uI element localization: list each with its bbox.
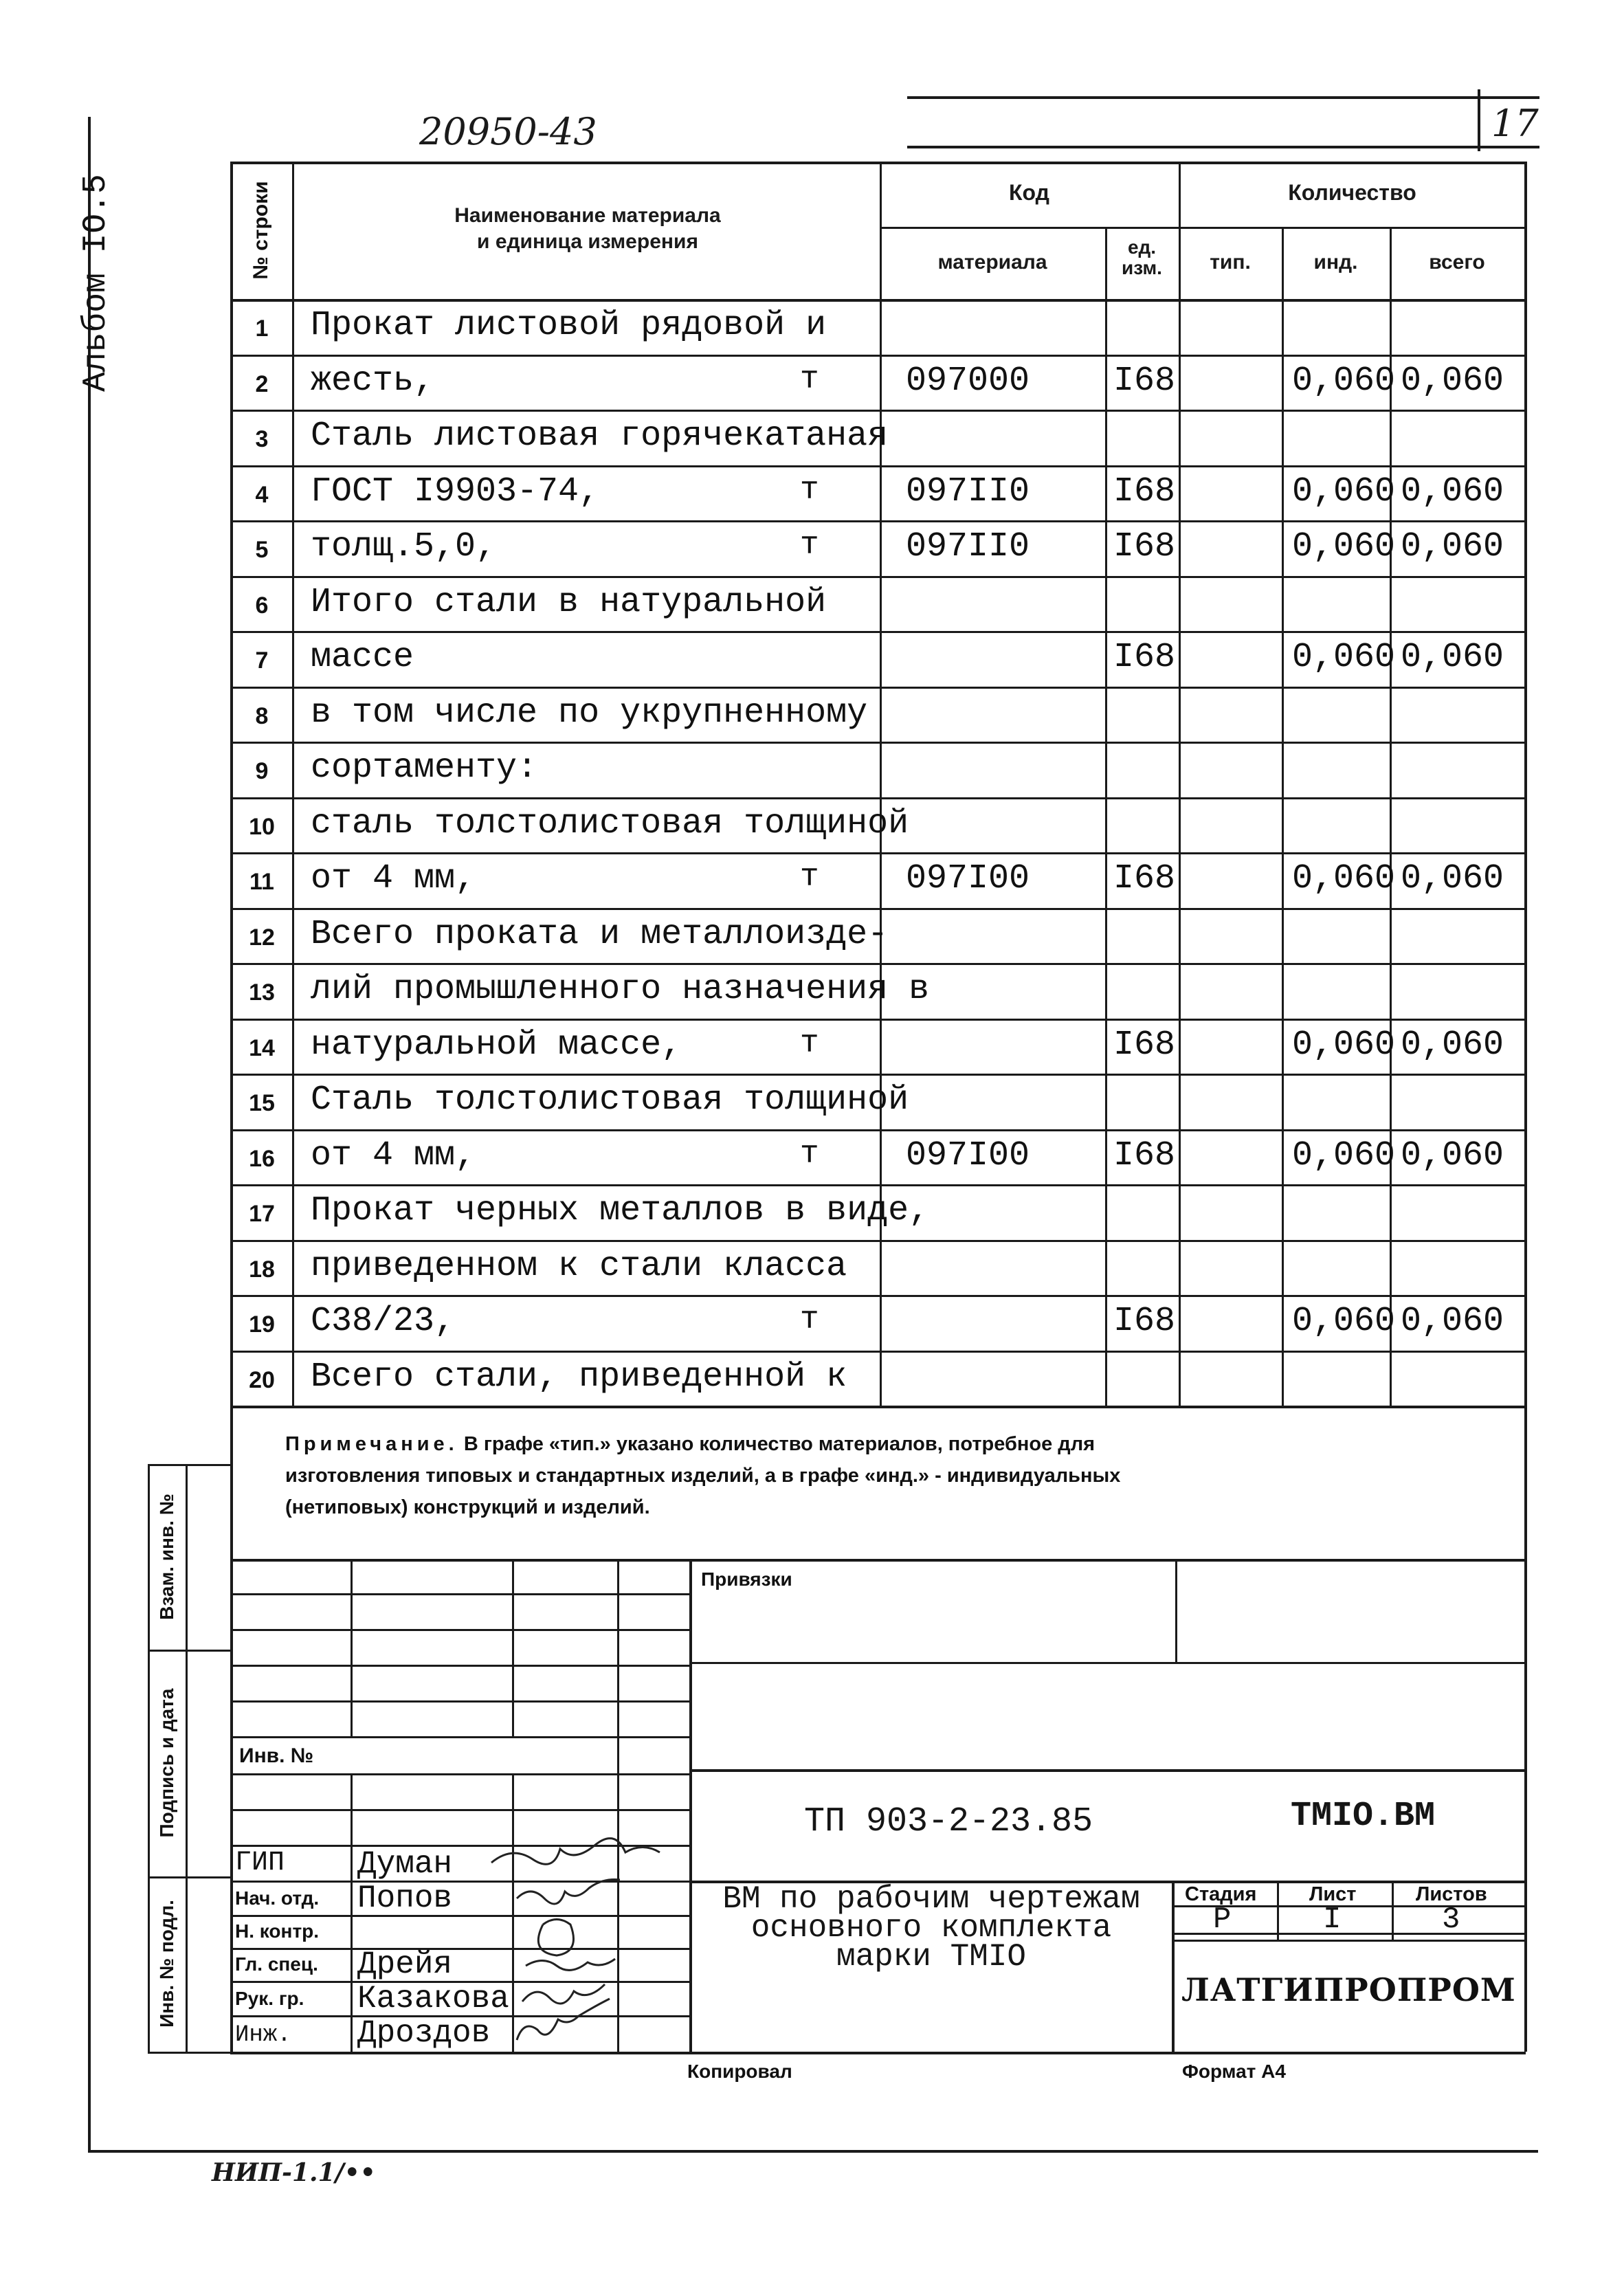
row-number: 5 (255, 537, 269, 563)
row-qty-total: 0,060 (1401, 1135, 1504, 1175)
row-unit: т (800, 1302, 819, 1338)
row-material-code: 097I00 (906, 1135, 1030, 1175)
header-ind: инд. (1313, 251, 1358, 274)
row-description: Сталь толстолистовая толщиной (311, 1080, 909, 1120)
row-material-code: 097II0 (906, 527, 1030, 566)
doc-title-line1: ВМ по рабочим чертежам (722, 1881, 1140, 1917)
row-qty-total: 0,060 (1401, 638, 1504, 677)
row-description: от 4 мм, (311, 1135, 476, 1175)
sheets-label: Листов (1416, 1883, 1487, 1905)
signer-role: Инж. (235, 2022, 291, 2048)
row-number: 4 (255, 481, 269, 508)
header-quantity: Количество (1288, 180, 1416, 205)
row-description: Всего стали, приведенной к (311, 1357, 847, 1397)
row-number: 20 (249, 1366, 275, 1393)
row-description: ГОСТ I9903-74, (311, 472, 600, 511)
note-line1: В графе «тип.» указано количество материалов, потребное для (463, 1433, 1095, 1455)
row-qty-ind: 0,060 (1292, 1025, 1396, 1065)
row-description: Прокат черных металлов в виде, (311, 1191, 930, 1230)
side-inv-podl: Инв. № подл. (156, 1900, 177, 2028)
row-description: в том числе по укрупненному (311, 693, 868, 733)
row-number: 10 (249, 813, 275, 840)
row-material-code: 097000 (906, 361, 1030, 401)
sheet-label: Лист (1309, 1883, 1357, 1905)
row-description: толщ.5,0, (311, 527, 497, 566)
signer-name: Дроздов (357, 2015, 491, 2051)
header-code: Код (1009, 180, 1049, 205)
row-qty-total: 0,060 (1401, 361, 1504, 401)
row-number: 12 (249, 924, 275, 951)
row-unit: т (800, 472, 819, 508)
row-description: от 4 мм, (311, 859, 476, 898)
header-total: всего (1429, 251, 1485, 274)
row-description: приведенном к стали класса (311, 1246, 847, 1286)
note-title: Примечание. (285, 1433, 458, 1455)
row-number: 6 (255, 592, 269, 619)
row-number: 3 (255, 426, 269, 452)
row-number: 2 (255, 370, 269, 397)
header-material: материала (937, 251, 1047, 274)
doc-code: ТП 903-2-23.85 (804, 1802, 1093, 1841)
signature-drozdov (517, 1999, 610, 2040)
doc-title-line2: основного комплекта (750, 1910, 1112, 1946)
signer-name: Попов (357, 1881, 453, 1916)
header-name: Наименование материала и единица измерения (454, 204, 721, 253)
row-qty-total: 0,060 (1401, 859, 1504, 898)
row-number: 17 (249, 1201, 275, 1227)
row-unit-code: I68 (1113, 859, 1176, 898)
row-number: 11 (249, 869, 274, 895)
signer-name: Казакова (357, 1981, 509, 2017)
note-line3: (нетиповых) конструкций и изделий. (285, 1496, 650, 1518)
row-qty-ind: 0,060 (1292, 859, 1396, 898)
row-number: 14 (249, 1034, 275, 1061)
row-unit-code: I68 (1113, 527, 1176, 566)
signature-ncontr (538, 1920, 573, 1956)
doc-number-handwritten: 20950-43 (419, 110, 597, 153)
row-qty-ind: 0,060 (1292, 472, 1396, 511)
copied-label: Копировал (687, 2061, 792, 2082)
row-description: жесть, (311, 361, 435, 401)
row-material-code: 097I00 (906, 859, 1030, 898)
row-description: Итого стали в натуральной (311, 582, 827, 622)
row-description: лий промышленного назначения в (311, 970, 930, 1009)
stage-value: Р (1213, 1903, 1232, 1937)
signature-popov (517, 1880, 620, 1905)
signer-role: Гл. спец. (235, 1953, 318, 1975)
row-unit: т (800, 361, 819, 397)
row-qty-total: 0,060 (1401, 1025, 1504, 1065)
row-qty-ind: 0,060 (1292, 1135, 1396, 1175)
row-number: 7 (255, 647, 269, 674)
signer-role: Нач. отд. (235, 1887, 320, 1909)
row-number: 13 (249, 979, 275, 1006)
row-unit-code: I68 (1113, 472, 1176, 511)
row-material-code: 097II0 (906, 472, 1030, 511)
sheet-number-handwritten: 17 (1491, 102, 1539, 145)
row-qty-total: 0,060 (1401, 1302, 1504, 1341)
row-qty-total: 0,060 (1401, 472, 1504, 511)
signer-role: Рук. гр. (235, 1988, 304, 2009)
row-number: 15 (249, 1090, 275, 1116)
row-qty-ind: 0,060 (1292, 527, 1396, 566)
row-unit: т (800, 1135, 819, 1172)
row-number: 8 (255, 702, 269, 729)
header-row-number: № строки (249, 181, 272, 280)
inv-no-label: Инв. № (239, 1744, 314, 1767)
row-number: 18 (249, 1256, 275, 1283)
row-unit-code: I68 (1113, 1135, 1176, 1175)
row-qty-total: 0,060 (1401, 527, 1504, 566)
header-unit: ед. изм. (1122, 236, 1162, 278)
row-qty-ind: 0,060 (1292, 361, 1396, 401)
stage-label: Стадия (1185, 1883, 1257, 1905)
signature-duman (491, 1839, 660, 1865)
privyazki-label: Привязки (701, 1568, 792, 1590)
row-unit-code: I68 (1113, 361, 1176, 401)
row-description: Прокат листовой рядовой и (311, 306, 827, 345)
album-label: Альбом IO.5 (78, 174, 115, 392)
doc-mark: ТМIO.ВМ (1291, 1797, 1436, 1836)
signer-role: ГИП (235, 1848, 285, 1878)
header-typ: тип. (1210, 251, 1251, 274)
signature-kazakova (522, 1984, 605, 2004)
row-qty-ind: 0,060 (1292, 638, 1396, 677)
row-description: Всего проката и металлоизде- (311, 914, 889, 954)
row-number: 1 (255, 315, 269, 342)
note (285, 1428, 1515, 1523)
row-description: сталь толстолистовая толщиной (311, 803, 909, 843)
doc-title (694, 1881, 1168, 1975)
side-podpis-data: Подпись и дата (156, 1688, 177, 1838)
row-description: С38/23, (311, 1302, 456, 1341)
signature-dreyia (526, 1959, 615, 1970)
sheets-value: 3 (1442, 1903, 1460, 1937)
signer-role: Н. контр. (235, 1920, 320, 1942)
row-unit-code: I68 (1113, 1302, 1176, 1341)
signer-name: Дрейя (357, 1947, 453, 1982)
row-description: натуральной массе, (311, 1025, 682, 1065)
org-name: ЛАТГИПРОПРОМ (1181, 1971, 1516, 2008)
row-qty-ind: 0,060 (1292, 1302, 1396, 1341)
row-unit-code: I68 (1113, 638, 1176, 677)
format-label: Формат А4 (1182, 2061, 1286, 2082)
side-vzam-inv: Взам. инв. № (156, 1494, 177, 1620)
row-number: 9 (255, 758, 269, 784)
row-unit: т (800, 859, 819, 895)
doc-title-line3: марки ТМIO (836, 1939, 1027, 1975)
row-unit: т (800, 1025, 819, 1061)
sheet-value: I (1323, 1903, 1342, 1937)
row-unit: т (800, 527, 819, 563)
row-number: 19 (249, 1311, 275, 1338)
footer-handwritten: НИП-1.1/•• (212, 2158, 376, 2187)
row-description: массе (311, 638, 414, 677)
note-line2: изготовления типовых и стандартных изделий, а в графе «инд.» - индивидуальных (285, 1465, 1121, 1487)
row-description: Сталь листовая горячекатаная (311, 417, 889, 456)
row-unit-code: I68 (1113, 1025, 1176, 1065)
row-number: 16 (249, 1145, 275, 1172)
signer-name: Думан (357, 1846, 453, 1882)
row-description: сортаменту: (311, 749, 538, 788)
